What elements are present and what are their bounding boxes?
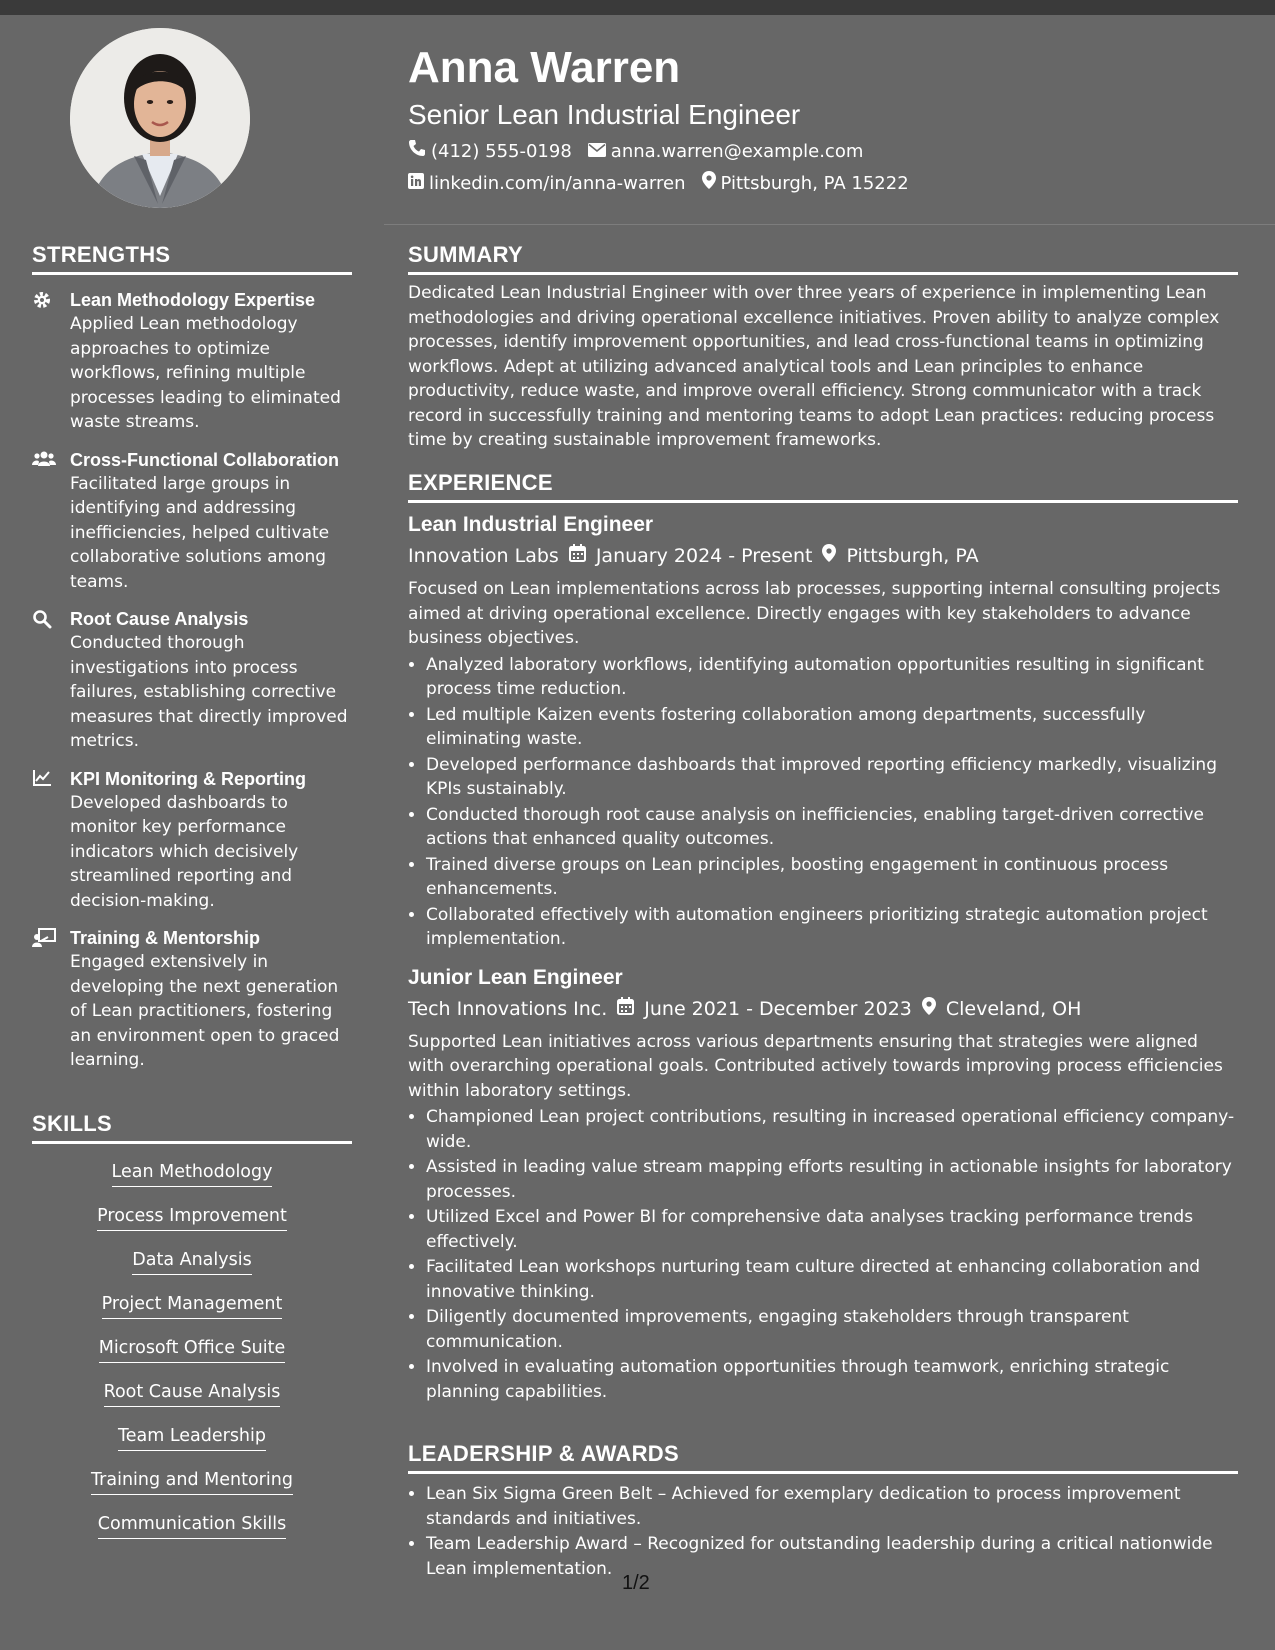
contact-row: [408, 170, 1238, 198]
top-bar: [0, 0, 1275, 15]
map-pin-icon: [812, 543, 846, 569]
email-text: anna.warren@example.com: [610, 141, 864, 162]
teacher-icon: [32, 928, 54, 948]
job-meta: [408, 996, 1238, 1022]
strengths-heading: STRENGTHS: [32, 242, 352, 275]
strength-item: [32, 288, 352, 435]
awards-heading: LEADERSHIP & AWARDS: [408, 1441, 1238, 1474]
skills-heading: SKILLS: [32, 1111, 352, 1144]
strength-description: Applied Lean methodology approaches to optimize workflows, refining multiple processes leading to eliminated waste streams.: [70, 314, 341, 432]
linkedin-contact[interactable]: [408, 170, 686, 198]
job-meta: [408, 543, 1238, 569]
envelope-icon: [588, 138, 611, 166]
job-bullets: [408, 1105, 1238, 1404]
strength-title: Lean Methodology Expertise: [70, 290, 316, 310]
job-entry: [408, 511, 1238, 952]
candidate-role: Senior Lean Industrial Engineer: [408, 99, 801, 130]
header-divider: [384, 224, 1275, 225]
job-entry: [408, 964, 1238, 1405]
strength-title: KPI Monitoring & Reporting: [70, 768, 306, 789]
strength-item: [32, 448, 352, 595]
skill-item: Root Cause Analysis: [104, 1380, 281, 1407]
job-bullet: • Developed performance dashboards that improved reporting efficiency markedly, visualizing KPIs sustainably.: [426, 753, 1238, 802]
phone-icon: [408, 138, 431, 166]
experience-heading: EXPERIENCE: [408, 470, 1238, 503]
job-location: Pittsburgh, PA: [846, 545, 979, 567]
strength-title: Root Cause Analysis: [70, 609, 249, 629]
experience-section: [408, 470, 1238, 1405]
skills-list: [32, 1160, 352, 1556]
job-location: Cleveland, OH: [945, 997, 1082, 1020]
job-dates: June 2021 - December 2023: [644, 997, 912, 1020]
job-bullet: • Utilized Excel and Power BI for comprehensive data analyses tracking performance trends effectively.: [426, 1205, 1238, 1254]
job-bullet: • Diligently documented improvements, engaging stakeholders through transparent communication.: [426, 1305, 1238, 1354]
users-icon: [32, 450, 54, 470]
strength-description: Facilitated large groups in identifying and addressing inefficiencies, helped cultivate collaborative solutions among teams.: [70, 473, 330, 592]
job-bullet: • Assisted in leading value stream mapping efforts resulting in actionable insights for laboratory processes.: [426, 1155, 1238, 1204]
skill-item: Process Improvement: [97, 1204, 287, 1231]
phone-contact: [408, 138, 572, 166]
summary-section: [408, 242, 1238, 453]
strength-description: Engaged extensively in developing the next generation of Lean practitioners, fostering an environment open to graced learning.: [70, 952, 340, 1070]
awards-list: [408, 1482, 1238, 1581]
job-title: Junior Lean Engineer: [408, 965, 623, 989]
strength-item: [32, 767, 352, 914]
job-bullet: • Trained diverse groups on Lean principles, boosting engagement in continuous process enhancements.: [426, 853, 1238, 902]
job-company: Tech Innovations Inc.: [408, 997, 608, 1020]
profile-photo: [70, 28, 250, 208]
skill-item: Training and Mentoring: [91, 1468, 293, 1495]
job-bullet: • Led multiple Kaizen events fostering collaboration among departments, successfully eliminating waste.: [426, 703, 1238, 752]
email-contact[interactable]: [588, 138, 864, 166]
skill-item: Communication Skills: [98, 1512, 286, 1539]
summary-heading: SUMMARY: [408, 242, 1238, 275]
location-text: Pittsburgh, PA 15222: [720, 173, 909, 194]
awards-section: [408, 1441, 1238, 1582]
strength-title: Cross-Functional Collaboration: [70, 449, 340, 470]
strengths-section: [32, 242, 352, 1073]
job-description: Focused on Lean implementations across lab processes, supporting internal consulting projects aimed at driving operational excellence. Directly engages with key stakeholders to advance business objectives.: [408, 579, 1221, 648]
chart-line-icon: [32, 769, 54, 789]
summary-text: Dedicated Lean Industrial Engineer with over three years of experience in implementing Lean methodologies and driving operational excellence initiatives. Proven ability to analyze complex processes, identify improvement opportunities, and lead cross-functional teams in optimizing workflows. Adept at utilizing advanced analytical tools and Lean principles to enhance productivity, reduce waste, and improve overall efficiency. Strong communicator with a track record in successfully training and mentoring teams to adopt Lean practices: reducing process time by creating sustainable improvement frameworks.: [408, 283, 1220, 450]
skill-item: Data Analysis: [132, 1248, 251, 1275]
job-bullet: • Collaborated effectively with automation engineers prioritizing strategic automation project implementation.: [426, 903, 1238, 952]
resume-header: [408, 40, 1238, 198]
strength-item: [32, 607, 352, 754]
job-company: Innovation Labs: [408, 545, 559, 567]
location-contact: [702, 170, 909, 198]
award-item: • Lean Six Sigma Green Belt – Achieved for exemplary dedication to process improvement standards and initiatives.: [426, 1482, 1238, 1531]
linkedin-text: linkedin.com/in/anna-warren: [429, 173, 686, 194]
job-dates: January 2024 - Present: [595, 545, 813, 567]
strength-description: Conducted thorough investigations into process failures, establishing corrective measures that directly improved metrics.: [70, 633, 348, 751]
phone-text: (412) 555-0198: [431, 141, 572, 162]
gear-icon: [32, 290, 54, 310]
calendar-icon: [559, 543, 596, 569]
linkedin-icon: [408, 170, 429, 198]
strength-description: Developed dashboards to monitor key performance indicators which decisively streamlined reporting and decision-making.: [70, 792, 299, 911]
job-bullets: [408, 653, 1238, 952]
candidate-name: Anna Warren: [408, 43, 681, 92]
contact-row: [408, 138, 1238, 166]
job-bullet: • Facilitated Lean workshops nurturing team culture directed at enhancing collaboration and innovative thinking.: [426, 1255, 1238, 1304]
page-number: 1/2: [622, 1572, 650, 1594]
job-bullet: • Championed Lean project contributions, resulting in increased operational efficiency company-wide.: [426, 1105, 1238, 1154]
job-bullet: • Conducted thorough root cause analysis on inefficiencies, enabling target-driven corrective actions that enhanced quality outcomes.: [426, 803, 1238, 852]
skill-item: Project Management: [102, 1292, 283, 1319]
skill-item: Microsoft Office Suite: [99, 1336, 286, 1363]
job-description: Supported Lean initiatives across various departments ensuring that strategies were aligned with overarching operational goals. Contributed actively towards improving process efficiencies within laboratory settings.: [408, 1031, 1223, 1101]
skill-item: Lean Methodology: [112, 1160, 273, 1187]
skills-section: [32, 1111, 352, 1556]
job-bullet: • Involved in evaluating automation opportunities through teamwork, enriching strategic planning capabilities.: [426, 1355, 1238, 1404]
job-title: Lean Industrial Engineer: [408, 513, 654, 536]
award-item: • Team Leadership Award – Recognized for outstanding leadership during a critical nationwide Lean implementation.: [426, 1532, 1238, 1581]
job-bullet: • Analyzed laboratory workflows, identifying automation opportunities resulting in significant process time reduction.: [426, 653, 1238, 702]
map-pin-icon: [702, 170, 721, 198]
map-pin-icon: [912, 996, 946, 1022]
calendar-icon: [607, 996, 644, 1022]
skill-item: Team Leadership: [118, 1424, 266, 1451]
search-icon: [32, 609, 54, 629]
strength-item: [32, 926, 352, 1073]
strength-title: Training & Mentorship: [70, 928, 261, 948]
